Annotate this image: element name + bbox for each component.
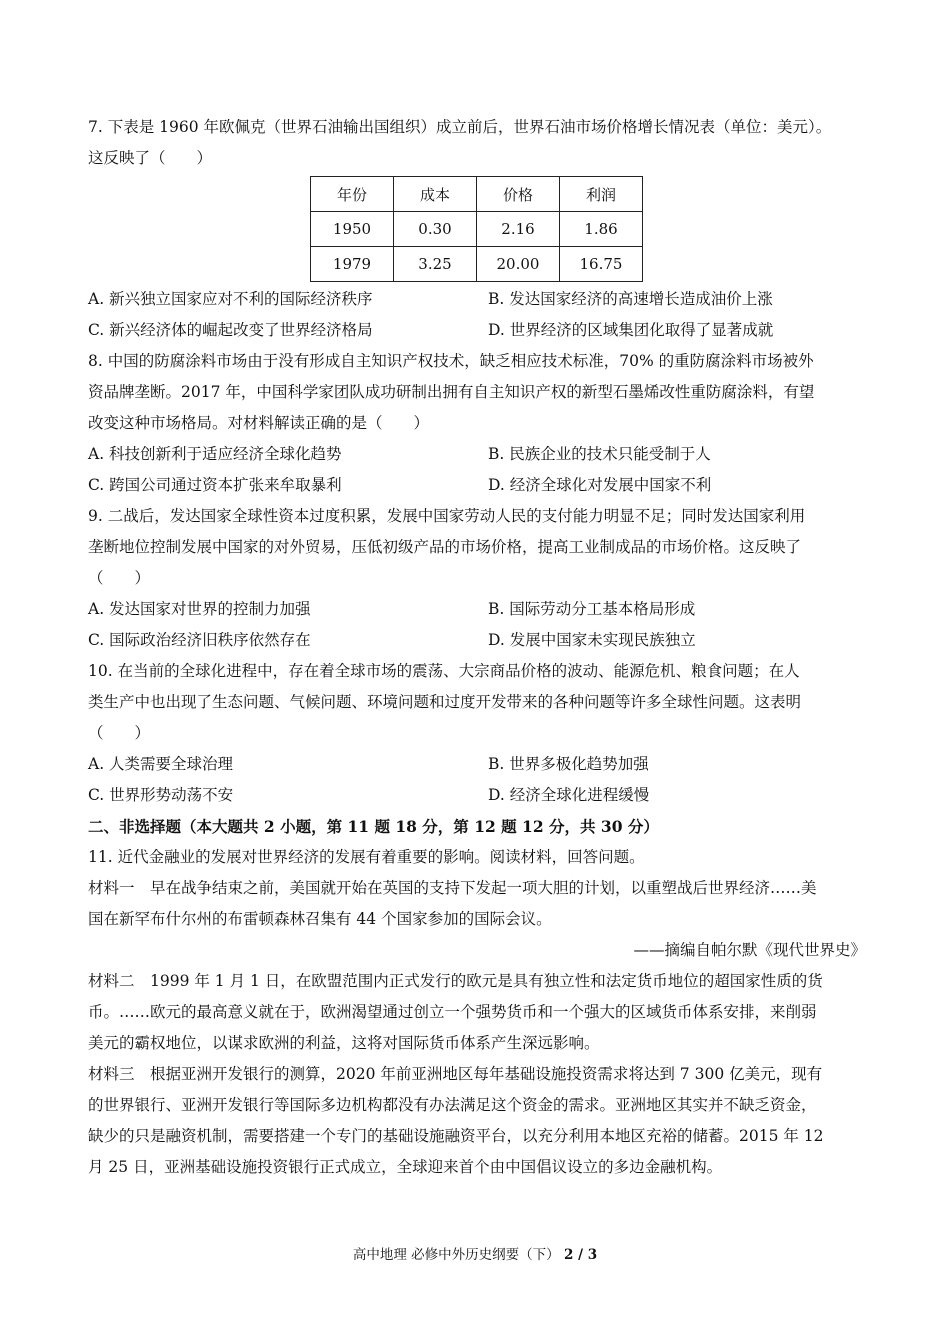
option-b[interactable]: B. 世界多极化趋势加强 (488, 755, 649, 773)
table-header-cell: 成本 (394, 177, 477, 212)
oil-price-table (310, 176, 643, 282)
question-stem-line: （ ） (88, 724, 151, 742)
option-list (88, 284, 866, 346)
option-list (88, 439, 866, 501)
option-c[interactable]: C. 新兴经济体的崛起改变了世界经济格局 (88, 321, 373, 339)
question-stem-line: 9. 二战后，发达国家全球性资本过度积累，发展中国家劳动人民的支付能力明显不足；同时发达国家利用 (88, 507, 806, 525)
question-11 (88, 842, 866, 1183)
option-a[interactable]: A. 科技创新利于适应经济全球化趋势 (88, 445, 342, 463)
question-stem-line: （ ） (88, 569, 151, 587)
material-3 (88, 1059, 866, 1183)
material-source: ——摘编自帕尔默《现代世界史》 (633, 941, 866, 959)
question-stem-line: 8. 中国的防腐涂料市场由于没有形成自主知识产权技术，缺乏相应技术标准，70% 的重防腐涂料市场被外 (88, 352, 814, 370)
table-cell: 1.86 (560, 212, 643, 247)
section-heading: 二、非选择题（本大题共 2 小题，第 11 题 18 分，第 12 题 12 分，共 30 分） (88, 817, 659, 836)
material-2 (88, 966, 866, 1059)
material-line: 缺少的只是融资机制，需要搭建一个专门的基础设施融资平台，以充分利用本地区充裕的储蓄。2015 年 12 (88, 1127, 824, 1145)
option-list (88, 749, 866, 811)
question-intro: 11. 近代金融业的发展对世界经济的发展有着重要的影响。阅读材料，回答问题。 (88, 848, 645, 866)
option-c[interactable]: C. 国际政治经济旧秩序依然存在 (88, 631, 311, 649)
table-cell: 20.00 (477, 247, 560, 282)
option-d[interactable]: D. 经济全球化对发展中国家不利 (488, 476, 712, 494)
option-a[interactable]: A. 人类需要全球治理 (88, 755, 234, 773)
table-cell: 16.75 (560, 247, 643, 282)
table-row (311, 212, 643, 247)
option-d[interactable]: D. 世界经济的区域集团化取得了显著成就 (488, 321, 774, 339)
table-row (311, 247, 643, 282)
table-cell: 0.30 (394, 212, 477, 247)
table-header-cell: 年份 (311, 177, 394, 212)
question-9 (88, 501, 866, 656)
option-a[interactable]: A. 新兴独立国家应对不利的国际经济秩序 (88, 290, 373, 308)
material-line: 国在新罕布什尔州的布雷顿森林召集有 44 个国家参加的国际会议。 (88, 910, 552, 928)
table-header-cell: 价格 (477, 177, 560, 212)
question-stem-line: 7. 下表是 1960 年欧佩克（世界石油输出国组织）成立前后，世界石油市场价格增长情况表（单位：美元）。 (88, 118, 832, 136)
material-line: 币。……欧元的最高意义就在于，欧洲渴望通过创立一个强势货币和一个强大的区域货币体系安排，来削弱 (88, 1003, 817, 1021)
table-cell: 2.16 (477, 212, 560, 247)
option-d[interactable]: D. 经济全球化进程缓慢 (488, 786, 650, 804)
page-footer (0, 1243, 950, 1263)
document-page (88, 112, 866, 1183)
material-line: 的世界银行、亚洲开发银行等国际多边机构都没有办法满足这个资金的需求。亚洲地区其实并不缺乏资金， (88, 1096, 817, 1114)
option-b[interactable]: B. 国际劳动分工基本格局形成 (488, 600, 696, 618)
question-8 (88, 346, 866, 501)
table-cell: 3.25 (394, 247, 477, 282)
material-line: 月 25 日，亚洲基础设施投资银行正式成立，全球迎来首个由中国倡议设立的多边金融机构。 (88, 1158, 723, 1176)
option-b[interactable]: B. 民族企业的技术只能受制于人 (488, 445, 711, 463)
material-1 (88, 873, 866, 966)
option-a[interactable]: A. 发达国家对世界的控制力加强 (88, 600, 311, 618)
table-header-cell: 利润 (560, 177, 643, 212)
table-cell: 1950 (311, 212, 394, 247)
option-list (88, 594, 866, 656)
question-stem-line: 这反映了（ ） (88, 149, 213, 167)
question-stem-line: 改变这种市场格局。对材料解读正确的是（ ） (88, 414, 430, 432)
question-stem-line: 10. 在当前的全球化进程中，存在着全球市场的震荡、大宗商品价格的波动、能源危机、粮食问题；在人 (88, 662, 800, 680)
material-line: 美元的霸权地位，以谋求欧洲的利益，这将对国际货币体系产生深远影响。 (88, 1034, 600, 1052)
question-stem-line: 资品牌垄断。2017 年，中国科学家团队成功研制出拥有自主知识产权的新型石墨烯改性重防腐涂料，有望 (88, 383, 815, 401)
option-d[interactable]: D. 发展中国家未实现民族独立 (488, 631, 696, 649)
question-7 (88, 112, 866, 346)
question-stem-line: 类生产中也出现了生态问题、气候问题、环境问题和过度开发带来的各种问题等许多全球性问题。这表明 (88, 693, 802, 711)
footer-text: 高中地理 必修中外历史纲要（下） (352, 1247, 560, 1263)
option-c[interactable]: C. 跨国公司通过资本扩张来牟取暴利 (88, 476, 342, 494)
material-line: 材料一 早在战争结束之前，美国就开始在英国的支持下发起一项大胆的计划，以重塑战后世界经济……美 (88, 879, 817, 897)
question-stem-line: 垄断地位控制发展中国家的对外贸易，压低初级产品的市场价格，提高工业制成品的市场价格。这反映了 (88, 538, 802, 556)
table-cell: 1979 (311, 247, 394, 282)
page-number: 2 / 3 (563, 1247, 598, 1263)
option-c[interactable]: C. 世界形势动荡不安 (88, 786, 234, 804)
material-line: 材料二 1999 年 1 月 1 日，在欧盟范围内正式发行的欧元是具有独立性和法定货币地位的超国家性质的货 (88, 972, 823, 990)
option-b[interactable]: B. 发达国家经济的高速增长造成油价上涨 (488, 290, 773, 308)
material-line: 材料三 根据亚洲开发银行的测算，2020 年前亚洲地区每年基础设施投资需求将达到 7 300 亿美元，现有 (88, 1065, 823, 1083)
table-header-row (311, 177, 643, 212)
question-10 (88, 656, 866, 811)
